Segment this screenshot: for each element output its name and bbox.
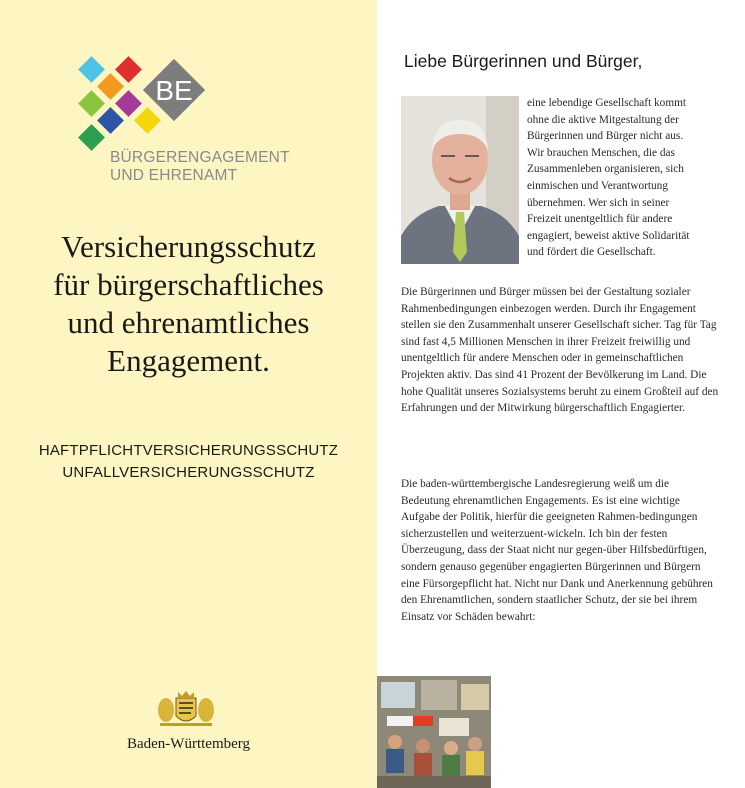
title-line-3: und ehrenamtliches (67, 305, 310, 340)
letter-paragraph-1: eine lebendige Gesellschaft kommt ohne die aktive Mitgestaltung der Bürgerinnen und Bürger nicht aus. Wir brauchen Menschen, die das Zusammenleben organisieren, sich einmischen und Verantwortung übernehmen. Wer sich in seiner Freizeit unentgeltlich für andere engagiert, beweist aktive Solidarität und fördert die Gesellschaft. (527, 97, 690, 259)
title-line-1: Versicherungsschutz (61, 229, 316, 264)
subtitle (0, 440, 377, 484)
title-line-2: für bürgerschaftliches (53, 267, 324, 302)
subtitle-line-2: UNFALLVERSICHERUNGSSCHUTZ (62, 464, 315, 481)
logo-diamond-red (115, 56, 142, 83)
volunteers-photo (377, 676, 491, 788)
state-name: Baden-Württemberg (126, 736, 250, 752)
logo-diamond-cyan (78, 56, 105, 83)
portrait-photo (401, 96, 519, 264)
title-line-4: Engagement. (107, 343, 270, 378)
logo-badge: BE (155, 75, 193, 106)
logo-diamond-blue (97, 107, 124, 134)
state-crest-icon (154, 690, 218, 728)
be-logo (74, 52, 214, 164)
logo-diamond-green (78, 90, 105, 117)
letter-paragraph-2: Die Bürgerinnen und Bürger müssen bei der Gestaltung sozialer Rahmenbedingungen einbezogen werden. Durch ihr Engagement stellen sie den Zusammenhalt unserer Gesellschaft sicher. Tag für Tag sind fast 4,5 Millionen Menschen in ihrer Freizeit freiwillig und unentgeltlich für andere Menschen oder in gemeinschaftlichen Projekten aktiv. Das sind 41 Prozent der Bevölkerung im Land. Die hohe Qualität unseres Sozialsystems beruht zu einem Großteil auf den Erfahrungen und der Mitwirkung bürgerschaftlich Engagierter. (401, 286, 719, 415)
letter-greeting: Liebe Bürgerinnen und Bürger, (404, 51, 643, 71)
subtitle-line-1: HAFTPFLICHTVERSICHERUNGSSCHUTZ (38, 442, 339, 459)
logo-line-2: UND EHRENAMT (110, 167, 238, 184)
logo-diamond-orange (97, 73, 124, 100)
logo-diamond-purple (115, 90, 142, 117)
logo-diamond-darkgreen (78, 124, 105, 151)
logo-wordmark (110, 149, 290, 185)
logo-diamond-yellow (134, 107, 161, 134)
logo-line-1: BÜRGERENGAGEMENT (110, 149, 290, 166)
letter-paragraph-3: Die baden-württembergische Landesregierung weiß um die Bedeutung ehrenamtlichen Engagements. Es ist eine wichtige Aufgabe der Politik, hierfür die geeigneten Rahmen-bedingungen sicherzustellen und weiterzuent-wickeln. Ich bin der festen Überzeugung, dass der Staat nicht nur gegen-über Hilfsbedürftigen, sondern genauso gegenüber engagierten Bürgerinnen und Bürgern eine Fürsorgepflicht hat. Nicht nur Dank und Anerkennung gebühren den Ehrenamtlichen, sondern staatlicher Schutz, der sie bei ihrem Einsatz vor Schäden bewahrt: (401, 478, 713, 623)
page-title (0, 228, 377, 380)
